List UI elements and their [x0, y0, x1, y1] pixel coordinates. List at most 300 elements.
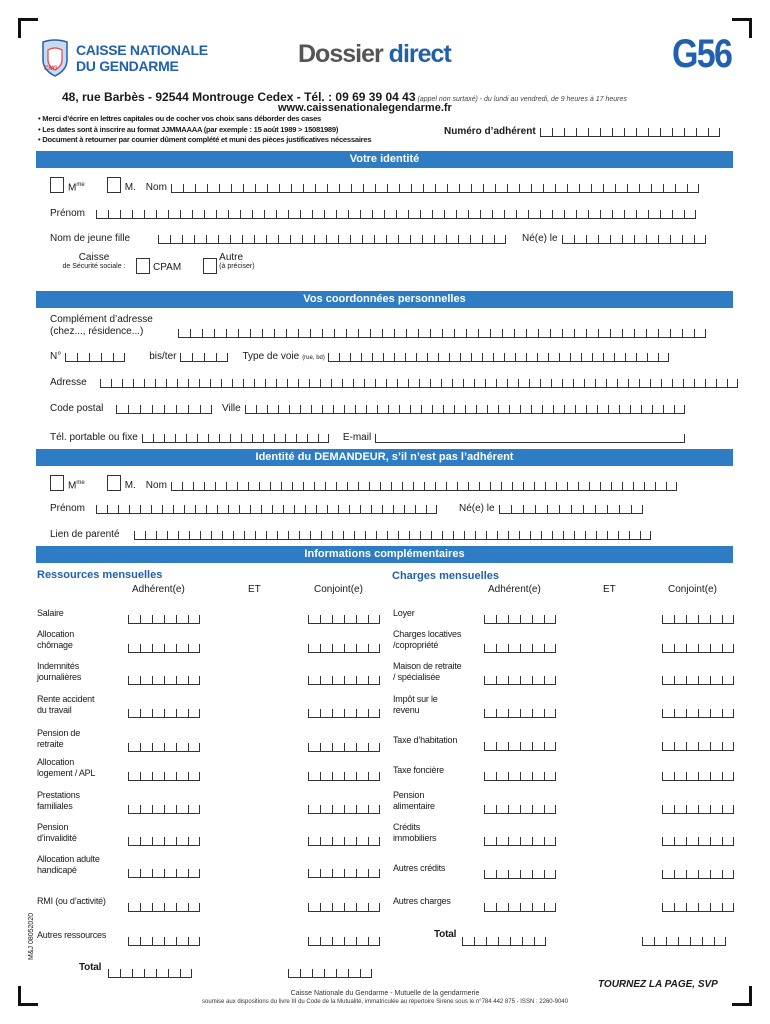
- char-box[interactable]: [452, 379, 463, 388]
- char-box[interactable]: [662, 615, 674, 624]
- char-box[interactable]: [420, 210, 432, 219]
- char-box[interactable]: [651, 184, 663, 193]
- char-box[interactable]: [663, 184, 675, 193]
- char-box[interactable]: [497, 531, 508, 540]
- resources-total-adherent[interactable]: [108, 960, 192, 978]
- resource-row-adherent-input[interactable]: [128, 796, 200, 814]
- char-box[interactable]: [122, 379, 133, 388]
- char-box[interactable]: [507, 379, 518, 388]
- char-box[interactable]: [140, 805, 152, 814]
- char-box[interactable]: [543, 184, 555, 193]
- char-box[interactable]: [362, 235, 374, 244]
- char-box[interactable]: [144, 379, 155, 388]
- char-box[interactable]: [368, 743, 380, 752]
- char-box[interactable]: [217, 505, 228, 514]
- char-box[interactable]: [636, 128, 648, 137]
- char-box[interactable]: [698, 615, 710, 624]
- char-box[interactable]: [263, 434, 274, 443]
- char-box[interactable]: [532, 805, 544, 814]
- charges-total-adherent[interactable]: [462, 928, 546, 946]
- char-box[interactable]: [386, 235, 398, 244]
- char-box[interactable]: [686, 805, 698, 814]
- char-box[interactable]: [142, 434, 153, 443]
- char-box[interactable]: [662, 676, 674, 685]
- char-box[interactable]: [537, 353, 548, 362]
- char-box[interactable]: [281, 482, 292, 491]
- char-box[interactable]: [361, 353, 372, 362]
- char-box[interactable]: [438, 353, 449, 362]
- char-box[interactable]: [360, 505, 371, 514]
- char-box[interactable]: [655, 482, 666, 491]
- char-box[interactable]: [219, 184, 231, 193]
- char-box[interactable]: [108, 210, 120, 219]
- char-box[interactable]: [152, 805, 164, 814]
- char-box[interactable]: [192, 353, 204, 362]
- char-box[interactable]: [496, 615, 508, 624]
- char-box[interactable]: [631, 505, 643, 514]
- resource-row-conjoint-input[interactable]: [308, 828, 380, 846]
- char-box[interactable]: [140, 903, 152, 912]
- char-box[interactable]: [200, 405, 212, 414]
- char-box[interactable]: [630, 405, 641, 414]
- char-box[interactable]: [204, 482, 215, 491]
- char-box[interactable]: [722, 676, 734, 685]
- char-box[interactable]: [722, 709, 734, 718]
- char-box[interactable]: [446, 482, 457, 491]
- char-box[interactable]: [250, 505, 261, 514]
- char-box[interactable]: [324, 210, 336, 219]
- char-box[interactable]: [702, 937, 714, 946]
- char-box[interactable]: [188, 869, 200, 878]
- char-box[interactable]: [504, 353, 515, 362]
- char-box[interactable]: [231, 184, 243, 193]
- char-box[interactable]: [468, 210, 480, 219]
- char-box[interactable]: [423, 184, 435, 193]
- char-box[interactable]: [356, 837, 368, 846]
- char-box[interactable]: [192, 210, 204, 219]
- char-box[interactable]: [410, 235, 422, 244]
- char-box[interactable]: [188, 405, 200, 414]
- char-box[interactable]: [512, 482, 523, 491]
- char-box[interactable]: [642, 937, 654, 946]
- char-box[interactable]: [662, 772, 674, 781]
- char-box[interactable]: [308, 869, 320, 878]
- char-box[interactable]: [420, 531, 431, 540]
- char-box[interactable]: [534, 482, 545, 491]
- char-box[interactable]: [627, 184, 639, 193]
- resource-row-adherent-input[interactable]: [128, 700, 200, 718]
- char-box[interactable]: [722, 837, 734, 846]
- char-box[interactable]: [508, 531, 519, 540]
- char-box[interactable]: [696, 128, 708, 137]
- char-box[interactable]: [662, 742, 674, 751]
- char-box[interactable]: [140, 937, 152, 946]
- char-box[interactable]: [698, 903, 710, 912]
- char-box[interactable]: [375, 184, 387, 193]
- char-box[interactable]: [108, 969, 120, 978]
- resource-row-conjoint-input[interactable]: [308, 763, 380, 781]
- char-box[interactable]: [552, 531, 563, 540]
- char-box[interactable]: [190, 329, 202, 338]
- char-box[interactable]: [633, 482, 644, 491]
- char-box[interactable]: [349, 505, 360, 514]
- char-box[interactable]: [364, 379, 375, 388]
- char-box[interactable]: [186, 434, 197, 443]
- char-box[interactable]: [449, 353, 460, 362]
- char-box[interactable]: [496, 903, 508, 912]
- char-box[interactable]: [618, 531, 629, 540]
- char-box[interactable]: [204, 210, 216, 219]
- resource-row-conjoint-input[interactable]: [308, 667, 380, 685]
- char-box[interactable]: [348, 969, 360, 978]
- char-box[interactable]: [356, 709, 368, 718]
- char-box[interactable]: [471, 353, 482, 362]
- charge-row-conjoint-input[interactable]: [662, 700, 734, 718]
- char-box[interactable]: [532, 742, 544, 751]
- char-box[interactable]: [670, 235, 682, 244]
- char-box[interactable]: [300, 405, 311, 414]
- char-box[interactable]: [377, 405, 388, 414]
- requester-prenom-input[interactable]: [96, 505, 437, 514]
- char-box[interactable]: [591, 184, 603, 193]
- char-box[interactable]: [140, 837, 152, 846]
- char-box[interactable]: [326, 235, 338, 244]
- char-box[interactable]: [509, 405, 520, 414]
- char-box[interactable]: [331, 379, 342, 388]
- charge-row-adherent-input[interactable]: [484, 667, 556, 685]
- charge-row-conjoint-input[interactable]: [662, 733, 734, 751]
- bister-input[interactable]: [180, 353, 228, 362]
- requester-birthdate-input[interactable]: [499, 505, 643, 514]
- char-box[interactable]: [140, 676, 152, 685]
- char-box[interactable]: [176, 869, 188, 878]
- char-box[interactable]: [710, 903, 722, 912]
- char-box[interactable]: [199, 379, 210, 388]
- char-box[interactable]: [332, 644, 344, 653]
- char-box[interactable]: [310, 531, 321, 540]
- char-box[interactable]: [344, 743, 356, 752]
- char-box[interactable]: [545, 482, 556, 491]
- char-box[interactable]: [111, 379, 122, 388]
- char-box[interactable]: [156, 531, 167, 540]
- char-box[interactable]: [240, 210, 252, 219]
- char-box[interactable]: [550, 329, 562, 338]
- char-box[interactable]: [128, 772, 140, 781]
- char-box[interactable]: [188, 903, 200, 912]
- char-box[interactable]: [504, 210, 516, 219]
- char-box[interactable]: [662, 644, 674, 653]
- char-box[interactable]: [291, 184, 303, 193]
- char-box[interactable]: [520, 742, 532, 751]
- char-box[interactable]: [625, 353, 636, 362]
- char-box[interactable]: [459, 184, 471, 193]
- char-box[interactable]: [274, 434, 285, 443]
- char-box[interactable]: [264, 210, 276, 219]
- char-box[interactable]: [276, 210, 288, 219]
- char-box[interactable]: [308, 676, 320, 685]
- char-box[interactable]: [158, 235, 170, 244]
- char-box[interactable]: [230, 235, 242, 244]
- char-box[interactable]: [202, 329, 214, 338]
- charges-total-conjoint[interactable]: [642, 928, 726, 946]
- char-box[interactable]: [541, 531, 552, 540]
- char-box[interactable]: [499, 505, 511, 514]
- char-box[interactable]: [350, 235, 362, 244]
- char-box[interactable]: [308, 805, 320, 814]
- char-box[interactable]: [318, 434, 329, 443]
- char-box[interactable]: [180, 353, 192, 362]
- char-box[interactable]: [140, 505, 151, 514]
- char-box[interactable]: [552, 210, 564, 219]
- char-box[interactable]: [128, 937, 140, 946]
- char-box[interactable]: [496, 709, 508, 718]
- charge-row-conjoint-input[interactable]: [662, 635, 734, 653]
- char-box[interactable]: [320, 903, 332, 912]
- char-box[interactable]: [708, 128, 720, 137]
- char-box[interactable]: [674, 837, 686, 846]
- char-box[interactable]: [356, 772, 368, 781]
- resource-row-adherent-input[interactable]: [128, 894, 200, 912]
- char-box[interactable]: [456, 210, 468, 219]
- char-box[interactable]: [562, 379, 573, 388]
- char-box[interactable]: [544, 709, 556, 718]
- char-box[interactable]: [722, 903, 734, 912]
- charge-row-conjoint-input[interactable]: [662, 796, 734, 814]
- char-box[interactable]: [532, 644, 544, 653]
- char-box[interactable]: [686, 676, 698, 685]
- char-box[interactable]: [646, 235, 658, 244]
- char-box[interactable]: [564, 128, 576, 137]
- char-box[interactable]: [622, 482, 633, 491]
- char-box[interactable]: [424, 482, 435, 491]
- char-box[interactable]: [383, 353, 394, 362]
- char-box[interactable]: [672, 379, 683, 388]
- char-box[interactable]: [710, 709, 722, 718]
- char-box[interactable]: [338, 505, 349, 514]
- char-box[interactable]: [628, 379, 639, 388]
- char-box[interactable]: [216, 210, 228, 219]
- address-input[interactable]: [100, 379, 738, 388]
- char-box[interactable]: [514, 329, 526, 338]
- char-box[interactable]: [522, 937, 534, 946]
- char-box[interactable]: [674, 709, 686, 718]
- char-box[interactable]: [132, 210, 144, 219]
- char-box[interactable]: [686, 709, 698, 718]
- char-box[interactable]: [336, 969, 348, 978]
- char-box[interactable]: [178, 531, 189, 540]
- char-box[interactable]: [310, 329, 322, 338]
- char-box[interactable]: [548, 353, 559, 362]
- char-box[interactable]: [372, 210, 384, 219]
- char-box[interactable]: [612, 210, 624, 219]
- char-box[interactable]: [332, 615, 344, 624]
- char-box[interactable]: [434, 235, 446, 244]
- char-box[interactable]: [611, 482, 622, 491]
- char-box[interactable]: [615, 184, 627, 193]
- char-box[interactable]: [366, 405, 377, 414]
- char-box[interactable]: [592, 353, 603, 362]
- char-box[interactable]: [140, 405, 152, 414]
- resource-row-adherent-input[interactable]: [128, 606, 200, 624]
- char-box[interactable]: [585, 531, 596, 540]
- char-box[interactable]: [690, 937, 702, 946]
- char-box[interactable]: [332, 772, 344, 781]
- char-box[interactable]: [567, 482, 578, 491]
- char-box[interactable]: [465, 405, 476, 414]
- char-box[interactable]: [457, 482, 468, 491]
- char-box[interactable]: [586, 405, 597, 414]
- char-box[interactable]: [666, 482, 677, 491]
- char-box[interactable]: [356, 869, 368, 878]
- char-box[interactable]: [619, 405, 630, 414]
- char-box[interactable]: [372, 353, 383, 362]
- charge-row-conjoint-input[interactable]: [662, 763, 734, 781]
- char-box[interactable]: [508, 615, 520, 624]
- char-box[interactable]: [574, 531, 585, 540]
- char-box[interactable]: [586, 329, 598, 338]
- char-box[interactable]: [398, 235, 410, 244]
- char-box[interactable]: [600, 128, 612, 137]
- char-box[interactable]: [508, 903, 520, 912]
- nom-input[interactable]: [171, 184, 699, 193]
- char-box[interactable]: [422, 235, 434, 244]
- char-box[interactable]: [698, 709, 710, 718]
- char-box[interactable]: [254, 235, 266, 244]
- char-box[interactable]: [508, 870, 520, 879]
- char-box[interactable]: [672, 128, 684, 137]
- char-box[interactable]: [128, 709, 140, 718]
- char-box[interactable]: [320, 805, 332, 814]
- char-box[interactable]: [128, 405, 140, 414]
- char-box[interactable]: [276, 379, 287, 388]
- char-box[interactable]: [344, 869, 356, 878]
- char-box[interactable]: [164, 615, 176, 624]
- char-box[interactable]: [320, 676, 332, 685]
- char-box[interactable]: [344, 405, 355, 414]
- char-box[interactable]: [152, 869, 164, 878]
- char-box[interactable]: [475, 531, 486, 540]
- char-box[interactable]: [133, 379, 144, 388]
- char-box[interactable]: [682, 235, 694, 244]
- char-box[interactable]: [519, 531, 530, 540]
- char-box[interactable]: [415, 505, 426, 514]
- char-box[interactable]: [474, 379, 485, 388]
- city-input[interactable]: [245, 405, 685, 414]
- char-box[interactable]: [515, 353, 526, 362]
- char-box[interactable]: [299, 531, 310, 540]
- char-box[interactable]: [516, 210, 528, 219]
- char-box[interactable]: [278, 405, 289, 414]
- char-box[interactable]: [308, 743, 320, 752]
- char-box[interactable]: [435, 184, 447, 193]
- char-box[interactable]: [164, 903, 176, 912]
- char-box[interactable]: [674, 870, 686, 879]
- char-box[interactable]: [442, 531, 453, 540]
- char-box[interactable]: [175, 434, 186, 443]
- char-box[interactable]: [300, 969, 312, 978]
- maiden-name-input[interactable]: [158, 235, 506, 244]
- char-box[interactable]: [164, 937, 176, 946]
- char-box[interactable]: [384, 210, 396, 219]
- char-box[interactable]: [145, 531, 156, 540]
- char-box[interactable]: [164, 805, 176, 814]
- char-box[interactable]: [218, 235, 230, 244]
- charge-row-adherent-input[interactable]: [484, 700, 556, 718]
- char-box[interactable]: [570, 353, 581, 362]
- char-box[interactable]: [120, 210, 132, 219]
- char-box[interactable]: [176, 903, 188, 912]
- char-box[interactable]: [316, 505, 327, 514]
- char-box[interactable]: [350, 353, 361, 362]
- char-box[interactable]: [221, 379, 232, 388]
- char-box[interactable]: [636, 210, 648, 219]
- char-box[interactable]: [176, 805, 188, 814]
- char-box[interactable]: [413, 482, 424, 491]
- char-box[interactable]: [520, 676, 532, 685]
- char-box[interactable]: [188, 772, 200, 781]
- char-box[interactable]: [300, 210, 312, 219]
- char-box[interactable]: [346, 329, 358, 338]
- char-box[interactable]: [540, 379, 551, 388]
- char-box[interactable]: [531, 405, 542, 414]
- char-box[interactable]: [484, 742, 496, 751]
- char-box[interactable]: [358, 482, 369, 491]
- char-box[interactable]: [164, 709, 176, 718]
- char-box[interactable]: [658, 353, 669, 362]
- char-box[interactable]: [654, 937, 666, 946]
- char-box[interactable]: [686, 742, 698, 751]
- char-box[interactable]: [332, 869, 344, 878]
- char-box[interactable]: [118, 505, 129, 514]
- char-box[interactable]: [544, 772, 556, 781]
- char-box[interactable]: [336, 210, 348, 219]
- char-box[interactable]: [443, 405, 454, 414]
- char-box[interactable]: [581, 353, 592, 362]
- char-box[interactable]: [508, 644, 520, 653]
- char-box[interactable]: [542, 405, 553, 414]
- char-box[interactable]: [540, 210, 552, 219]
- char-box[interactable]: [698, 676, 710, 685]
- char-box[interactable]: [544, 615, 556, 624]
- char-box[interactable]: [675, 184, 687, 193]
- char-box[interactable]: [710, 837, 722, 846]
- char-box[interactable]: [376, 531, 387, 540]
- char-box[interactable]: [351, 184, 363, 193]
- char-box[interactable]: [368, 903, 380, 912]
- char-box[interactable]: [532, 837, 544, 846]
- char-box[interactable]: [418, 329, 430, 338]
- char-box[interactable]: [152, 937, 164, 946]
- charge-row-adherent-input[interactable]: [484, 796, 556, 814]
- char-box[interactable]: [471, 184, 483, 193]
- char-box[interactable]: [612, 128, 624, 137]
- char-box[interactable]: [332, 531, 343, 540]
- char-box[interactable]: [256, 405, 267, 414]
- char-box[interactable]: [464, 531, 475, 540]
- charge-row-conjoint-input[interactable]: [662, 828, 734, 846]
- char-box[interactable]: [454, 405, 465, 414]
- char-box[interactable]: [320, 772, 332, 781]
- char-box[interactable]: [674, 742, 686, 751]
- char-box[interactable]: [608, 405, 619, 414]
- char-box[interactable]: [180, 210, 192, 219]
- char-box[interactable]: [156, 210, 168, 219]
- char-box[interactable]: [176, 676, 188, 685]
- char-box[interactable]: [320, 743, 332, 752]
- charge-row-adherent-input[interactable]: [484, 763, 556, 781]
- char-box[interactable]: [520, 709, 532, 718]
- char-box[interactable]: [662, 805, 674, 814]
